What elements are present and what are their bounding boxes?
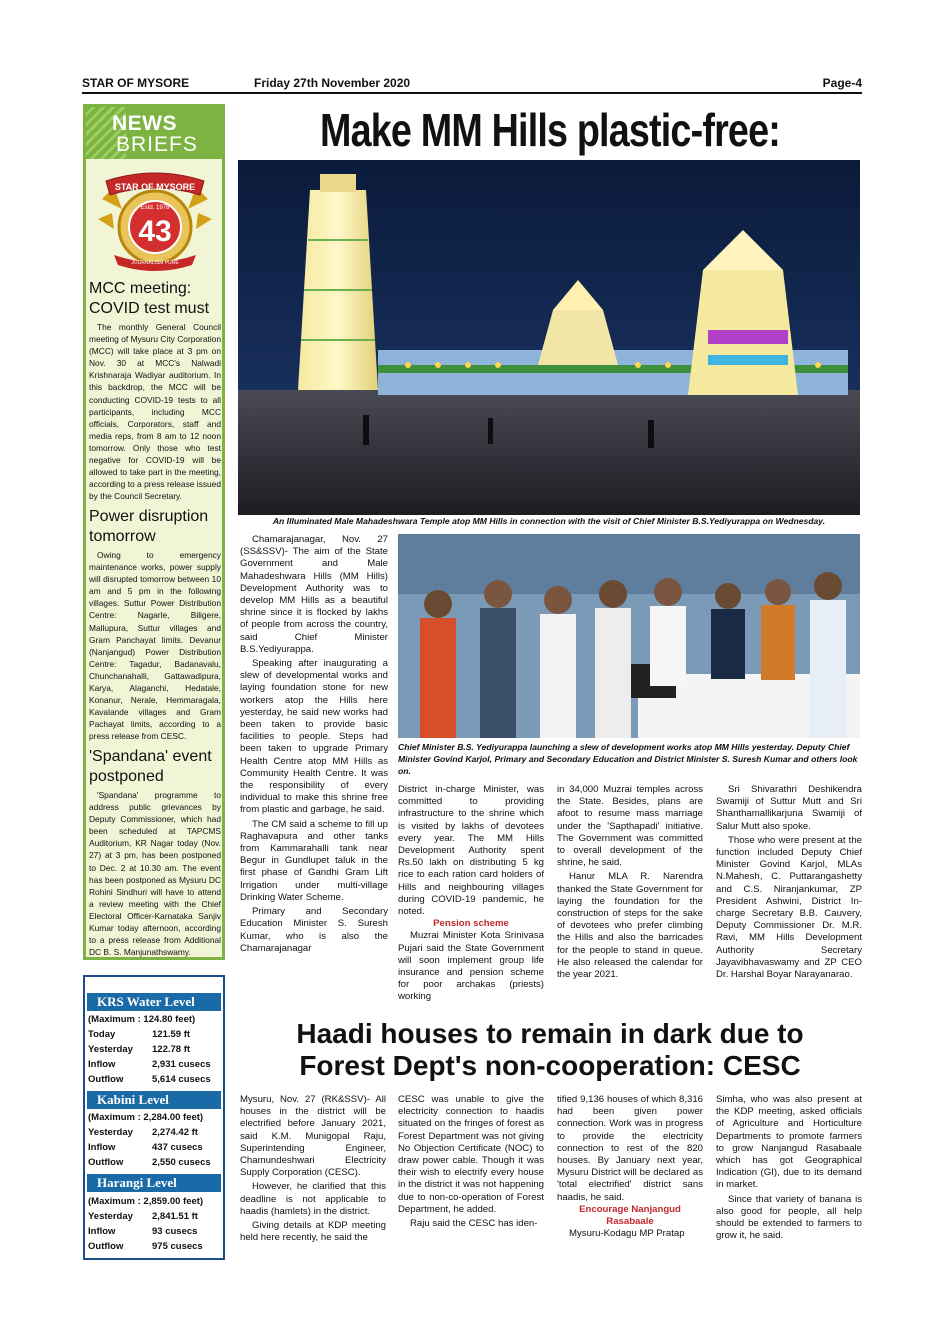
emblem-est-text: Estd. 1978 xyxy=(140,205,170,211)
brief-1-body: The monthly General Council meeting of Mysuru City Corporation (MCC) will take place at 3 pm on Nov. 30 at MCC's Nalwadi Krishnaraja Wadiyar auditorium. In this backdrop, the MCC will be conducting COVID-19 tests to all participants, including MCC officials, Corporators, staff and media reps, from 8 am to 12 noon tomorrow. Only those who test negative for COVID-19 will be allowed to take part in the meeting, according to a press release issued by the Council Secretary. xyxy=(89,322,221,502)
news-briefs-panel xyxy=(83,104,225,960)
emblem-number: 43 xyxy=(138,215,172,248)
story1-paragraph: Sri Shivarathri Deshikendra Swamiji of Suttur Mutt and Sri Shanthamallikarjuna Swamiji of Salur Mutt also spoke. xyxy=(716,784,862,832)
story2-paragraph: Mysuru, Nov. 27 (RK&SSV)- All houses in the district will be electrified before January 2021, said K.M. Munigopal Raju, Superintending Engineer, Chamundeshwari Electricity Supply Corporation (CESC). xyxy=(240,1094,386,1179)
issue-date: Friday 27th November 2020 xyxy=(254,76,411,90)
story1-paragraph: District in-charge Minister, was committed to providing infrastructure to the shrine which is visited by lakhs of devotees every year. The MM Hills Development Authority spent Rs.50 lakh on distributing 5 kg rice to each ration card holders of Hills and neighbouring villages during COVID-19 pandemic, he noted. xyxy=(398,784,544,918)
story2-paragraph: Giving details at KDP meeting held here recently, he said the xyxy=(240,1220,386,1244)
brief-1-title: MCC meeting: COVID test must xyxy=(89,280,210,317)
story1-paragraph: Muzrai Minister Kota Srinivasa Pujari said the State Government will soon implement group life insurance and pension scheme for poor archakas (priests) working xyxy=(398,930,544,1003)
story2-paragraph: Raju said the CESC has iden- xyxy=(410,1218,538,1230)
story1-paragraph: Speaking after inaugurating a slew of developmental works and laying foundation stone for new workers atop the Hills here yesterday, he said new works had been taken to provide basic facilities to people. Steps had been taken to upgrade Primary Health Centre atop MM Hills as Community Health Centre. It was the responsibility of every individual to make this shrine free from plastic and garbage, he said. xyxy=(240,658,388,816)
meeting-photo xyxy=(398,534,860,738)
story1-paragraph: Chamarajanagar, Nov. 27 (SS&SSV)- The aim of the State Government and Male Mahadeshwara Hills (MM Hills) Development Authority was to develop MM Hills as a beautiful shrine since it is flocked by lakhs of people from across the country, said Chief Minister B.S.Yediyurappa. xyxy=(240,534,388,655)
brief-2-body: Owing to emergency maintenance works, power supply will disrupted tomorrow between 10 am and 5 pm in the following villages. Suttur Power Distribution Centre: Nagarle, Biligere, Mallupura, Suttur villages and Gram Panchayat limits. Devanur (Nanjangud) Power Distribution Centre: Tagadur, Badanavalu, Chunchanahalli, Gattawadipura, Karya, Alaganchi, Hedatale, Konanur, Nerale, Hemmaragala, Kavalande villages and Gram Pachayat limits, according to a press release from CESC. xyxy=(89,550,221,742)
story1-column-4 xyxy=(716,784,862,981)
page-header xyxy=(82,76,862,92)
story2-paragraph: However, he clarified that this deadline is not applicable to haadis (hamlets) in the district. xyxy=(240,1181,386,1217)
pension-scheme-subhead: Pension scheme xyxy=(433,918,509,930)
rasabaale-subhead: Encourage Nanjangud Rasabaale xyxy=(579,1203,681,1228)
story2-column-1 xyxy=(240,1094,386,1244)
story2-paragraph: CESC was unable to give the electricity connection to haadis situated on the fringes of forest as Forest Department was not giving No Objection Certificate (NOC) to draw power cable. Though it was their wish to electrify every house in the district it was not happening due to non-co-operation of Forest Department, he added. xyxy=(398,1094,544,1215)
story1-column-3 xyxy=(557,784,703,981)
brief-2-title: Power disruption tomorrow xyxy=(89,508,209,545)
kabini-title: Kabini Level xyxy=(87,1091,221,1109)
story2-column-3 xyxy=(557,1094,703,1240)
water-levels-box: KRS Water Level (Maximum : 124.80 feet) Today 121.59 ft Yesterday 122.78 ft Inflow 2,931 cusecs Outflow 5,614 cusecs Kabini Level (Maximum : 2,284.00 feet) Yesterday 2,274.42 ft Inflow 437 cusecs Outflow 2,550 cusecs Harangi Level (Maximum : 2,859.00 feet) Yesterday 2,841.51 ft Inflow 93 cusecs Outflow 975 cusecs xyxy=(83,975,225,1260)
second-headline-line-2: Forest Dept's non-cooperation: CESC xyxy=(299,1050,801,1081)
banner-briefs: BRIEFS xyxy=(116,133,198,156)
story1-paragraph: Those who were present at the function included Deputy Chief Minister Govind Karjol, MLAs N.Mahesh, C. Puttarangashetty and C.S. Niranjankumar, ZP President Ashwini, District In-charge Secretary B.B. Cauvery, Deputy Commissioner Dr. M.R. Ravi, MM Hills Development Authority Secretary Jayavibhavaswamy and ZP CEO Dr. Harshal Boyar Narayanarao. xyxy=(716,834,862,981)
second-headline xyxy=(238,1018,862,1082)
krs-title: KRS Water Level xyxy=(87,993,221,1011)
harangi-title: Harangi Level xyxy=(87,1174,221,1192)
emblem-motto: JOURNALISM PURE xyxy=(131,260,179,266)
page-number: Page-4 xyxy=(822,76,862,90)
temple-photo xyxy=(238,160,860,515)
brief-3-title: 'Spandana' event postponed xyxy=(89,748,212,785)
anniversary-emblem-logo xyxy=(92,169,218,273)
header-rule xyxy=(82,92,862,94)
second-headline-line-1: Haadi houses to remain in dark due to xyxy=(296,1018,804,1049)
story1-paragraph: Hanur MLA R. Narendra thanked the State Government for laying the foundation for the construction of steps for the sake of devotees who prefer climbing the Hills and also the barricades for the people to stand in queue. He also released the calendar for the year 2021. xyxy=(557,871,703,981)
story1-paragraph: in 34,000 Muzrai temples across the State. Besides, plans are afoot to resume mass marriage under the 'Sapthapadi' initiative. The Government was committed to overall development of the shrine, he said. xyxy=(557,784,703,869)
story2-paragraph: Since that variety of banana is also good for people, all help should be extended to farmers to grow it, he said. xyxy=(716,1193,862,1242)
story1-paragraph: Primary and Secondary Education Minister S. Suresh Kumar, who is also the Chamarajanagar xyxy=(240,906,388,954)
story2-column-4 xyxy=(716,1094,862,1242)
story1-paragraph: The CM said a scheme to fill up Raghavapura and other tanks from Kammarahalli tank near Begur in Gundlupet taluk in the first phase of Gandhi Gram Lift Irrigation under multi-village Drinking Water Scheme. xyxy=(240,818,388,903)
story2-paragraph: Mysuru-Kodagu MP Pratap xyxy=(569,1228,685,1240)
story1-column-2 xyxy=(398,784,544,1004)
emblem-ribbon-text: STAR OF MYSORE xyxy=(114,182,196,192)
story2-column-2 xyxy=(398,1094,544,1230)
story1-column-1 xyxy=(240,534,388,955)
main-headline: Make MM Hills plastic-free: xyxy=(320,104,780,156)
story2-paragraph: Simha, who was also present at the KDP meeting, asked officials of Agriculture and Horticulture Departments to promote farmers to grow Nanjangud Rasabaale which has got Geographical Indication (GI), due to its demand in market. xyxy=(716,1094,862,1191)
banner-news: NEWS xyxy=(112,112,177,135)
meeting-photo-caption: Chief Minister B.S. Yediyurappa launching a slew of development works atop MM Hills yesterday. Deputy Chief Minister Govind Karjol, Primary and Secondary Education and District Minister S. Suresh Kumar and others look on. xyxy=(398,742,858,776)
temple-photo-caption: An Illuminated Male Mahadeshwara Temple atop MM Hills in connection with the visit of Chief Minister B.S.Yediyurappa on Wednesday. xyxy=(272,516,826,526)
paper-name: STAR OF MYSORE xyxy=(82,76,190,90)
news-briefs-banner xyxy=(86,107,222,159)
brief-3-body: 'Spandana' programme to address public grievances by Deputy Commissioner, which had been scheduled at TAPCMS Auditorium, KR Nagar today (Nov. 27) at 3 pm, has been postponed to Dec. 2 at 10.30 am. The event has been postponed as Mysuru DC Rohini Sindhuri will have to attend a review meeting with the Chief Electoral Officer-Karnataka Sanjiv Kumar today afternoon, according to a press release from Additional DC B. S. Manjunathswamy. xyxy=(89,790,221,958)
story2-paragraph: tified 9,136 houses of which 8,316 had been given power connection. Work was in progress to provide the electricity connection to rest of the 820 houses. By January next year, Mysuru District will be declared as 'total electrified' district sans haadis, he said. xyxy=(557,1094,703,1203)
